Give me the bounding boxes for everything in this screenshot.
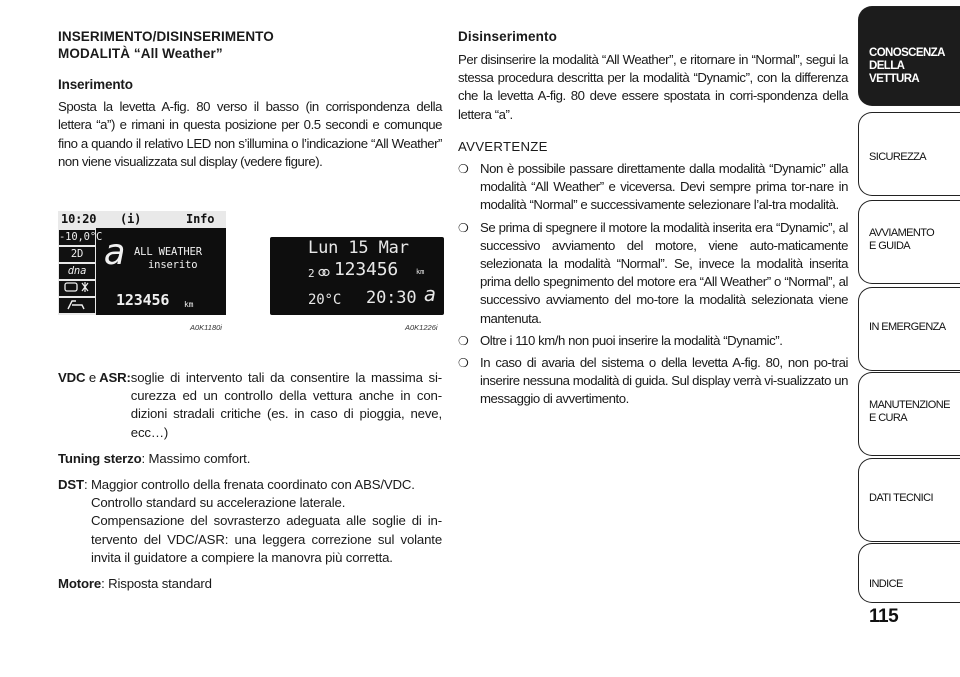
display-odometer-unit: km bbox=[416, 268, 425, 277]
vdc-asr-body: soglie di intervento tali da consentire la massima si-curezza ed un controllo della vettura anche in con-dizioni stradali critiche (es. in caso di pioggia, neve, ecc…) bbox=[130, 370, 442, 440]
warning-text: Se prima di spegnere il motore la modalità inserita era “Dynamic”, al successivo avviamento del motore, viene auto-maticamente selezionata la modalità “Normal”. Se, invece la modalità inserita prima dello spegnimento del motore era “All Weather” o “Normal”, al successivo avviamento del mo-tore la modalità selezionata viene mantenuta. bbox=[480, 219, 848, 326]
section-title-line1: INSERIMENTO/DISINSERIMENTO bbox=[58, 29, 274, 44]
page-number: 115 bbox=[869, 606, 899, 627]
tab-label-line1: MANUTENZIONE bbox=[869, 399, 950, 411]
tuning-definition bbox=[58, 450, 442, 468]
figures-row bbox=[58, 211, 442, 369]
dna-label: dna bbox=[59, 264, 95, 279]
dst-term: DST bbox=[58, 477, 84, 493]
odometer-unit: km bbox=[184, 300, 194, 310]
info-icon: (i) bbox=[120, 212, 142, 227]
dst-body-line2: Controllo standard su accelerazione laterale. bbox=[91, 495, 346, 511]
warnings-title: AVVERTENZE bbox=[458, 138, 548, 154]
tab-sicurezza[interactable] bbox=[858, 112, 960, 196]
tab-indice[interactable] bbox=[858, 543, 960, 603]
bullet-icon: ❍ bbox=[458, 333, 469, 348]
warning-item bbox=[458, 332, 848, 350]
dst-line1 bbox=[58, 476, 442, 494]
tab-label: DATI TECNICI bbox=[869, 492, 933, 504]
section-title-line2: MODALITÀ “All Weather” bbox=[58, 46, 223, 61]
mode-status: inserito bbox=[148, 259, 198, 272]
gear-indicator bbox=[59, 247, 95, 262]
info-label: Info bbox=[186, 212, 215, 227]
tab-dati-tecnici[interactable] bbox=[858, 458, 960, 542]
warning-text: In caso di avaria del sistema o della levetta A-fig. 80, non po-trai inserire nessuna modalità di guida. Sul display verrà vi-sualizzato un messaggio di avvertimento. bbox=[480, 355, 848, 407]
motore-body: : Risposta standard bbox=[101, 576, 212, 592]
vdc-asr-definition bbox=[58, 369, 442, 442]
gear-number: 2 bbox=[70, 248, 77, 261]
figure1-code: A0K1180i bbox=[190, 323, 222, 333]
bullet-icon: ❍ bbox=[458, 220, 469, 235]
tab-manutenzione[interactable] bbox=[858, 372, 960, 456]
tab-label-line1: CONOSCENZA bbox=[869, 47, 945, 59]
dst-definition bbox=[58, 476, 442, 567]
inserimento-paragraph: Sposta la levetta A-fig. 80 verso il basso (in corrispondenza della lettera “a”) e rimani in questa posizione per 0.5 secondi e comunque fino a quando il relativo LED non s’illumina o l’indicazione “All Weather” non viene visualizzata sul display (vedere figure). bbox=[58, 99, 442, 169]
vdc-label: VDC bbox=[58, 370, 86, 386]
tab-label-line2: DELLA bbox=[869, 60, 905, 72]
tab-emergenza[interactable] bbox=[858, 287, 960, 371]
display-time: 10:20 bbox=[61, 212, 97, 227]
vdc-asr-term: VDC e ASR: bbox=[58, 370, 131, 386]
asr-label: ASR bbox=[99, 370, 127, 386]
warning-text: Oltre i 110 km/h non puoi inserire la modalità “Dynamic”. bbox=[480, 332, 783, 348]
bullet-icon: ❍ bbox=[458, 162, 469, 177]
dst-body-line1: : Maggior controllo della frenata coordinato con ABS/VDC. bbox=[83, 477, 415, 493]
odometer-value: 123456 bbox=[116, 291, 170, 310]
display-date: Lun 15 Mar bbox=[308, 238, 409, 259]
section-title bbox=[58, 28, 442, 62]
outside-temp: -10,0°C bbox=[59, 231, 103, 244]
tuning-term: Tuning sterzo bbox=[58, 450, 142, 466]
disinserimento-paragraph: Per disinserire la modalità “All Weather”, e ritornare in “Normal”, segui la stessa procedura descritta per la modalità “Dynamic”, con la differenza che la levetta A-fig. 80 deve essere spostata in corri-spondenza della lettera “a”. bbox=[458, 52, 848, 122]
warning-text: Non è possibile passare direttamente dalla modalità “Dynamic” alla modalità “All Weather” e viceversa. Devi sempre prima tor-nare in modalità “Normal” e successivamente selezionare l’al-tra modalità. bbox=[480, 161, 848, 213]
tuning-body: : Massimo comfort. bbox=[141, 450, 251, 466]
disinserimento-heading: Disinserimento bbox=[458, 29, 557, 44]
trip-display-figure bbox=[270, 237, 444, 315]
tab-label-line3: VETTURA bbox=[869, 73, 920, 85]
inserimento-heading: Inserimento bbox=[58, 77, 133, 92]
display-odometer: 123456 bbox=[334, 259, 399, 281]
dst-body-line3: Compensazione del sovrasterzo adeguata alle soglie di in-tervento del VDC/ASR: una leggera correzione sul volante invita il guidatore a compiere la manovra più corretta. bbox=[91, 513, 442, 565]
bullet-icon: ❍ bbox=[458, 356, 469, 371]
climate-icon bbox=[59, 281, 95, 296]
gear-mode: D bbox=[77, 248, 84, 261]
and-label: e bbox=[88, 370, 97, 386]
motore-term: Motore bbox=[58, 576, 102, 592]
motore-line bbox=[58, 575, 212, 593]
mode-letter: a bbox=[104, 232, 126, 274]
tab-label: INDICE bbox=[869, 578, 903, 590]
cluster-display-figure bbox=[58, 211, 226, 315]
tab-label-line1: AVVIAMENTO bbox=[869, 227, 935, 239]
display-main-area bbox=[98, 229, 226, 315]
seat-icon bbox=[59, 298, 95, 313]
link-icon bbox=[318, 266, 330, 284]
warnings-list bbox=[458, 160, 848, 409]
motore-definition bbox=[58, 575, 442, 593]
display-temp: 20°C bbox=[308, 292, 342, 309]
tab-label: SICUREZZA bbox=[869, 151, 926, 163]
warning-item bbox=[458, 160, 848, 215]
tuning-line bbox=[58, 450, 250, 468]
tab-avviamento[interactable] bbox=[858, 200, 960, 284]
warning-item bbox=[458, 219, 848, 328]
tab-label-line2: E CURA bbox=[869, 412, 907, 424]
display-mode-letter: a bbox=[424, 282, 436, 307]
section-tabs bbox=[858, 0, 960, 677]
right-column bbox=[458, 28, 848, 409]
tab-label: IN EMERGENZA bbox=[869, 321, 946, 333]
display-clock: 20:30 bbox=[366, 288, 417, 309]
mode-name: ALL WEATHER bbox=[134, 246, 202, 259]
tab-label-line2: E GUIDA bbox=[869, 240, 911, 252]
display-top-bar bbox=[58, 211, 226, 228]
figure2-code: A0K1226i bbox=[405, 323, 438, 333]
left-column bbox=[58, 28, 442, 593]
display-gear: 2 bbox=[308, 267, 315, 281]
display-side-panel bbox=[58, 228, 103, 315]
warning-item bbox=[458, 354, 848, 409]
tab-conoscenza[interactable] bbox=[858, 6, 960, 106]
